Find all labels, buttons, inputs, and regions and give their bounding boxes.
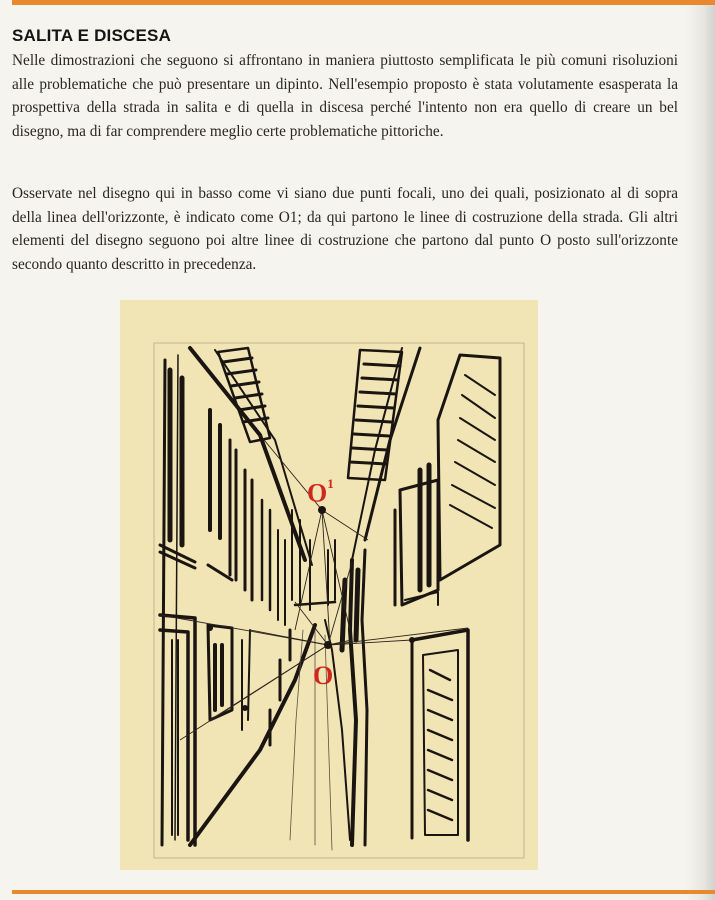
o1-superscript: 1: [327, 476, 334, 491]
bottom-accent-rule: [12, 890, 715, 894]
focal-point-o-label: O: [313, 661, 334, 690]
o1-letter: O: [307, 478, 328, 508]
construction-node-left: [207, 625, 213, 631]
section-heading: SALITA E DISCESA: [12, 26, 172, 45]
focal-points-paragraph: Osservate nel disegno qui in basso come vi siano due punti focali, uno dei quali, posizionato al di sopra della linea dell'orizzonte, è indicato come O1; da qui partono le linee di costruzione della strada. Gli altri elementi del disegno seguono poi altre linee di costruzione che partono dal punto O posto sull'orizzonte secondo quanto descritto in precedenza.: [12, 185, 678, 274]
page-gutter-shadow: [685, 0, 715, 900]
perspective-street-drawing: [120, 300, 538, 870]
construction-node-left-lower: [242, 705, 248, 711]
top-accent-rule: [12, 0, 715, 5]
focal-point-o-dot: [324, 641, 332, 649]
construction-node-right: [409, 637, 415, 643]
street-sketch: [120, 300, 538, 870]
focal-point-o1-label: [307, 475, 334, 507]
intro-paragraph: Nelle dimostrazioni che seguono si affrontano in maniera piuttosto semplificata le più comuni risoluzioni alle problematiche che può presentare un dipinto. Nell'esempio proposto è stata volutamente esasperata la prospettiva della strada in salita e di quella in discesa perché l'intento non era quello di creare un bel disegno, ma di far comprendere meglio certe problematiche pittoriche.: [12, 52, 678, 141]
ink-strokes: [160, 348, 500, 850]
